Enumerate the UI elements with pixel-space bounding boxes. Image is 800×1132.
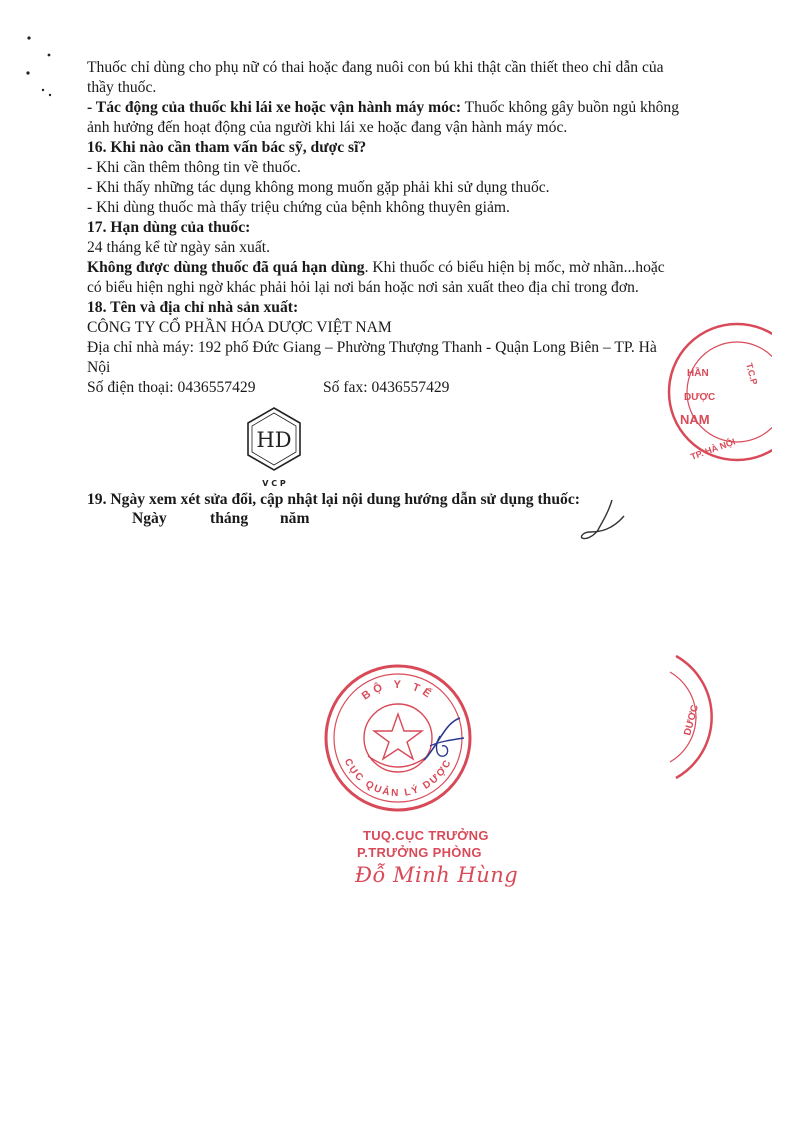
logo-monogram: HD: [256, 428, 292, 452]
date-day: Ngày: [132, 510, 167, 527]
pregnancy-line-2: thầy thuốc.: [87, 79, 157, 96]
signer-title: P.TRƯỞNG PHÒNG: [357, 845, 482, 860]
svg-text:BỘ Y TẾ: [360, 679, 437, 703]
date-month: tháng: [210, 510, 249, 527]
ministry-stamp-bottom-text: CỤC QUẢN LÝ DƯỢC: [341, 756, 455, 800]
stamp-fragment: NAM: [680, 412, 710, 427]
signature-mark: [420, 716, 480, 772]
stamp-fragment: T.C.P: [744, 361, 760, 386]
pregnancy-line-1: Thuốc chỉ dùng cho phụ nữ có thai hoặc đang nuôi con bú khi thật cần thiết theo chỉ dẫn của: [87, 59, 664, 76]
stamp-fragment: HẦN: [687, 368, 709, 379]
driving-text-1: Thuốc không gây buồn ngủ không: [461, 99, 680, 116]
expiry-warning: [87, 258, 752, 278]
address-line-1: Địa chỉ nhà máy: 192 phố Đức Giang – Phường Thượng Thanh - Quận Long Biên – TP. Hà: [87, 339, 657, 356]
phone-number: Số điện thoại: 0436557429: [87, 379, 256, 396]
stamp-fragment: DƯỢC: [684, 392, 716, 403]
stamp-fragment: TP. HÀ NỘI: [689, 436, 737, 462]
section-19-heading: 19. Ngày xem xét sửa đổi, cập nhật lại nội dung hướng dẫn sử dụng thuốc:: [87, 491, 580, 508]
signer-block: [355, 828, 525, 887]
driving-text-2: ảnh hưởng đến hoạt động của người khi lái xe hoặc đang vận hành máy móc.: [87, 119, 568, 136]
section-16-heading: 16. Khi nào cần tham vấn bác sỹ, dược sĩ?: [87, 139, 367, 156]
signer-name: Đỗ Minh Hùng: [355, 863, 519, 887]
ministry-stamp-top-text: BỘ Y TẾ: [359, 678, 437, 703]
driving-paragraph: [87, 98, 752, 118]
contact-row: [87, 378, 752, 398]
partial-stamp: [668, 652, 728, 782]
section-16-item: - Khi dùng thuốc mà thấy triệu chứng của bệnh không thuyên giảm.: [87, 199, 510, 216]
expiry-warning-text-2: có biểu hiện nghi ngờ khác phải hỏi lại nơi bán hoặc nơi sản xuất theo địa chỉ trong đơn.: [87, 279, 639, 296]
driving-heading: - Tác động của thuốc khi lái xe hoặc vận hành máy móc:: [87, 99, 462, 116]
section-18-heading: 18. Tên và địa chỉ nhà sản xuất:: [87, 299, 299, 316]
fax-number: Số fax: 0436557429: [323, 379, 450, 396]
section-16-item: - Khi thấy những tác dụng không mong muốn gặp phải khi sử dụng thuốc.: [87, 179, 550, 196]
company-name: CÔNG TY CỔ PHẦN HÓA DƯỢC VIỆT NAM: [87, 319, 392, 336]
date-year: năm: [280, 510, 310, 527]
expiry-warning-text-1: . Khi thuốc có biểu hiện bị mốc, mờ nhãn...hoặc: [364, 259, 665, 276]
revision-date: [132, 510, 309, 528]
shelf-life: 24 tháng kể từ ngày sản xuất.: [87, 239, 270, 256]
vcp-logo: [243, 406, 305, 490]
logo-caption: V C P: [262, 479, 286, 488]
signature-mark: [572, 496, 636, 544]
scan-specks: [0, 0, 60, 100]
company-stamp: [662, 320, 772, 470]
expiry-warning-bold: Không được dùng thuốc đã quá hạn dùng: [87, 259, 365, 276]
section-17-heading: 17. Hạn dùng của thuốc:: [87, 219, 251, 236]
address-line-2: Nội: [87, 359, 111, 376]
signer-title: TUQ.CỤC TRƯỞNG: [363, 828, 489, 843]
section-16-item: - Khi cần thêm thông tin về thuốc.: [87, 159, 301, 176]
leaflet-body: [87, 58, 752, 398]
stamp-fragment: DƯỢC: [682, 703, 701, 737]
